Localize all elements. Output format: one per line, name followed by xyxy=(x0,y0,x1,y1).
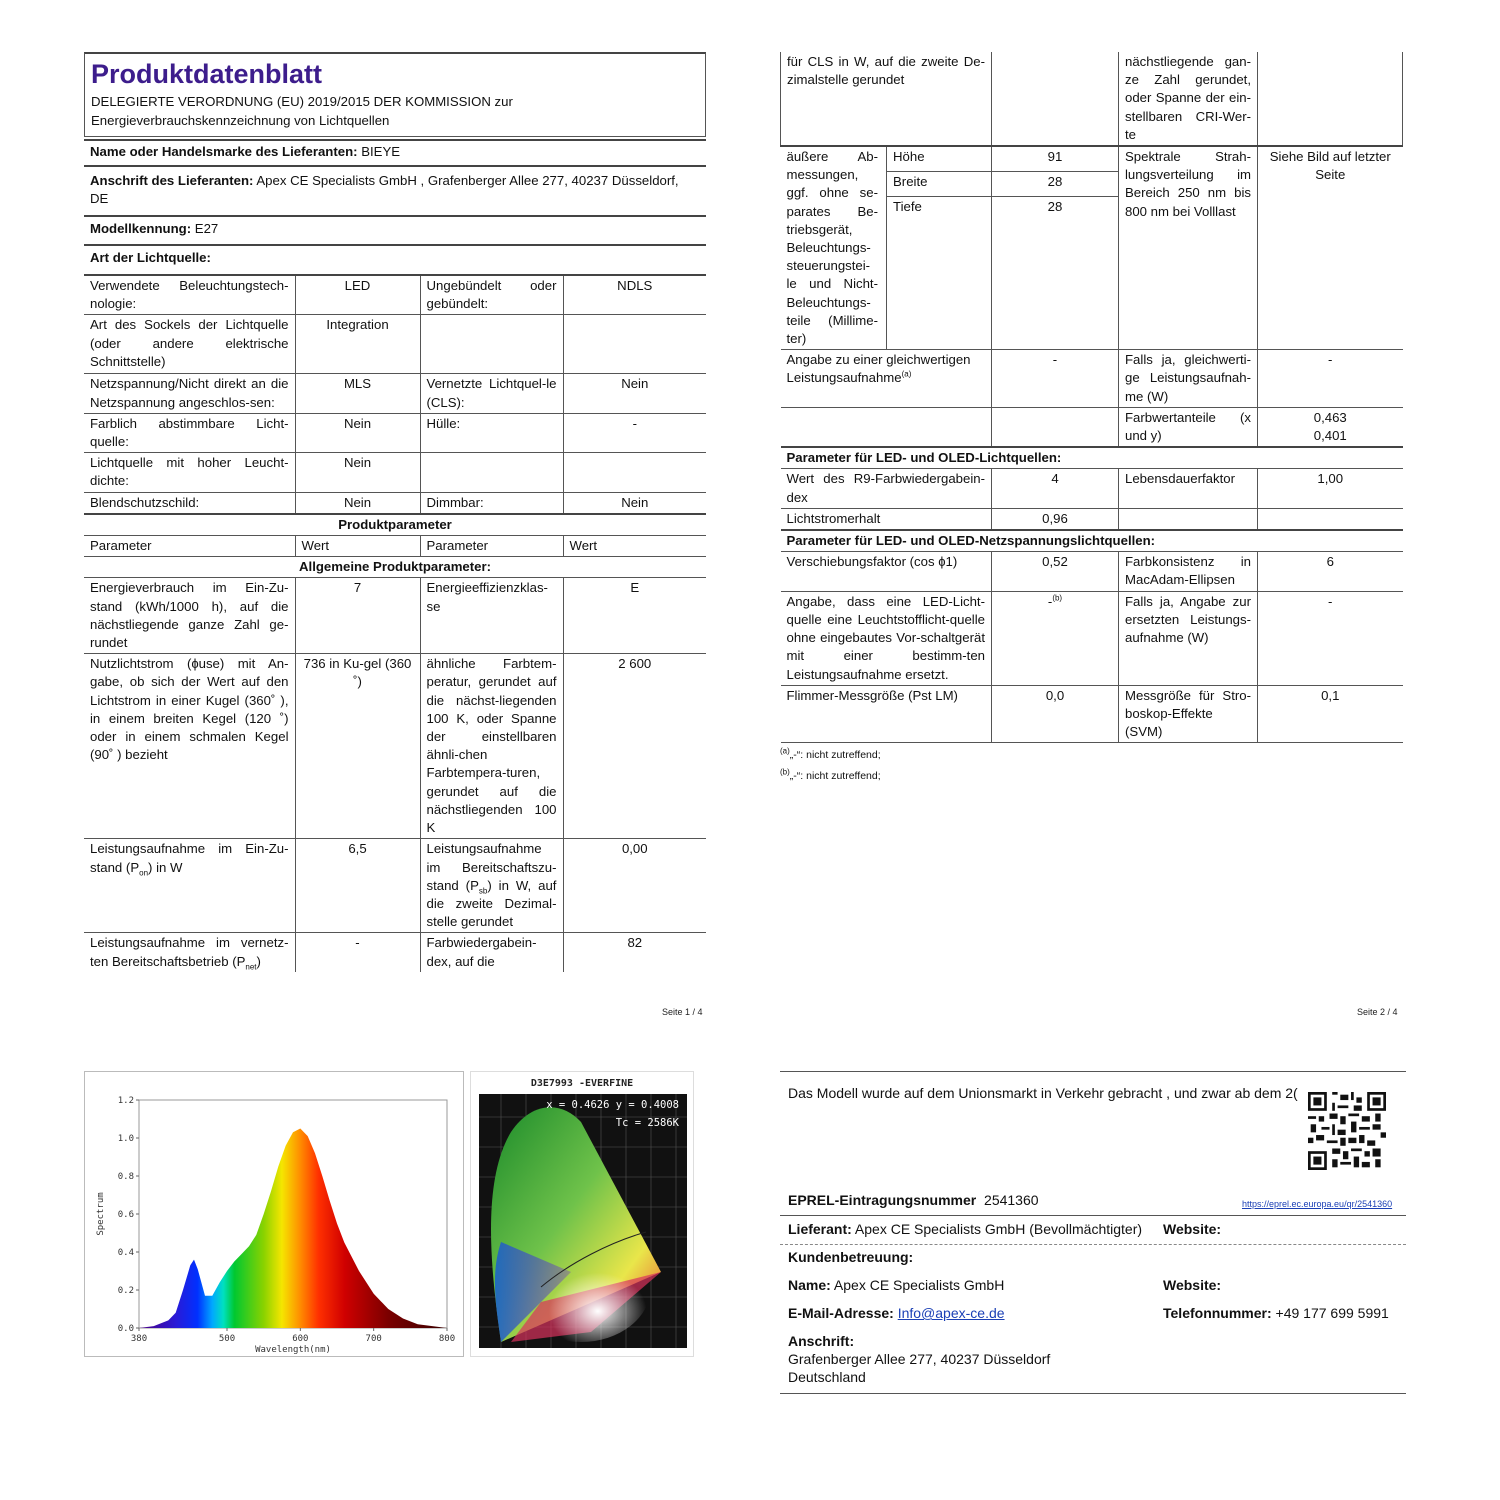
spectrum-chart-svg xyxy=(85,1072,463,1356)
stroboscopic-value: 0,1 xyxy=(1258,685,1403,743)
flicker-value: 0,0 xyxy=(992,685,1119,743)
empty-cell xyxy=(992,52,1119,146)
lumen-maintenance-label: Lichtstromerhalt xyxy=(781,508,992,530)
stroboscopic-label: Messgröße für Stro-boskop-Effekte (SVM) xyxy=(1119,685,1258,743)
spectral-value: Siehe Bild auf letzter Seite xyxy=(1258,146,1403,350)
y-tick-label: 1.2 xyxy=(117,1096,134,1106)
dimension-height-value: 91 xyxy=(992,146,1119,172)
address-line-1: Grafenberger Allee 277, 40237 Düsseldorf xyxy=(788,1351,1051,1367)
equiv-power-label: Angabe zu einer gleichwertigen Leistungsaufnahme$^{(a)}$ xyxy=(781,350,992,408)
mains-led-params-heading: Parameter für LED- und OLED-Netzspannungslichtquellen: xyxy=(781,530,1403,552)
table-row xyxy=(781,591,1403,685)
customer-service-label: Kundenbetreuung: xyxy=(788,1249,914,1265)
displacement-factor-value: 0,52 xyxy=(992,552,1119,591)
displacement-factor-label: Verschiebungsfaktor (cos ɸ1) xyxy=(781,552,992,591)
envelope-label: Hülle: xyxy=(420,413,563,452)
regulation-line-2: Energieverbrauchskennzeichnung von Lichtquellen xyxy=(91,113,390,128)
x-tick-label: 600 xyxy=(292,1334,309,1344)
equiv-power-right-label: Falls ja, gleichwerti-ge Leistungsaufnah-me (W) xyxy=(1119,350,1258,408)
tunable-value: Nein xyxy=(295,413,420,452)
regulation-line-1: DELEGIERTE VERORDNUNG (EU) 2019/2015 DER KOMMISSION zur xyxy=(91,94,513,109)
address-value: Apex CE Specialists GmbH , Grafenberger Allee 277, 40237 Düsseldorf, DE xyxy=(90,173,679,207)
model-label: Modellkennung: xyxy=(90,220,192,236)
supplier-value: BIEYE xyxy=(361,144,401,159)
col-header-value: Wert xyxy=(563,536,706,557)
spectral-label: Spektrale Strah-lungsverteilung im Bereich 250 nm bis 800 nm bei Volllast xyxy=(1119,146,1258,350)
table-row xyxy=(84,374,706,413)
empty-cell xyxy=(1258,508,1403,530)
cri-label: Farbwiedergabein-dex, auf die xyxy=(420,933,563,972)
supplier-row xyxy=(788,1220,1142,1239)
supplier-label: Lieferant: xyxy=(788,1221,852,1237)
luminance-value: Nein xyxy=(295,453,420,492)
led-params-heading: Parameter für LED- und OLED-Lichtquellen: xyxy=(781,447,1403,469)
col-header-value: Wert xyxy=(295,536,420,557)
cie-diagram xyxy=(470,1071,694,1357)
y-tick-label: 1.0 xyxy=(117,1134,134,1144)
energy-consumption-value: 7 xyxy=(295,578,420,654)
luminous-flux-value: 736 in Ku-gel (360 ˚) xyxy=(295,654,420,839)
empty-cell xyxy=(1119,508,1258,530)
bundling-value: NDLS xyxy=(563,275,706,315)
energy-class-value: E xyxy=(563,578,706,654)
cie-header: D3E7993 -EVERFINE xyxy=(530,1078,634,1089)
empty-cell xyxy=(420,453,563,492)
table-row xyxy=(84,654,706,839)
x-tick-label: 700 xyxy=(365,1334,382,1344)
standby-power-label: Leistungsaufnahme im Bereitschaftszu-stand $(P_{sb})$ in W, auf die zweite Dezimal-stelle gerundet xyxy=(420,839,563,933)
empty-cell xyxy=(563,453,706,492)
contact-name-row xyxy=(788,1276,1004,1295)
luminous-flux-label: Nutzlichtstrom (ɸuse) mit An-gabe, ob sich der Wert auf den Lichtstrom in einer Kugel (360˚ ), in einem breiten Kegel (120 ˚) oder in einem schmalen Kegel (90˚ ) bezieht xyxy=(84,654,295,839)
address-label: Anschrift: xyxy=(788,1333,855,1349)
table-row xyxy=(781,469,1403,508)
replacement-power-label: Falls ja, Angabe zur ersetzten Leistungs-aufnahme (W) xyxy=(1119,591,1258,685)
table-row xyxy=(84,933,706,972)
market-date-text: Das Modell wurde auf dem Unionsmarkt in Verkehr gebracht , und zwar ab dem 2( xyxy=(788,1085,1298,1101)
supplier-table xyxy=(84,139,706,972)
datasheet-page-1 xyxy=(84,52,706,972)
x-axis-label: Wavelength(nm) xyxy=(255,1345,331,1355)
qr-code-svg xyxy=(1308,1092,1386,1170)
mains-value: MLS xyxy=(295,374,420,413)
cri-continued: nächstliegende gan-ze Zahl gerundet, oder Spanne der ein-stellbaren CRI-Wer-te xyxy=(1119,52,1258,146)
energy-class-label: Energieeffizienzklas-se xyxy=(420,578,563,654)
cie-cct: Tc = 2586K xyxy=(615,1117,679,1129)
x-tick-label: 800 xyxy=(438,1334,456,1344)
empty-cell xyxy=(420,315,563,374)
website-label: Website: xyxy=(1163,1221,1222,1237)
table-row xyxy=(781,508,1403,530)
table-row xyxy=(84,839,706,933)
col-header-parameter: Parameter xyxy=(420,536,563,557)
cie-white-point xyxy=(511,1232,651,1342)
cie-diagram-svg xyxy=(471,1072,693,1356)
y-tick-label: 0.6 xyxy=(117,1210,134,1220)
networked-standby-value: - xyxy=(295,933,420,972)
equiv-power-right-value: - xyxy=(1258,350,1403,408)
spectrum-chart xyxy=(84,1071,464,1357)
eprel-link[interactable]: https://eprel.ec.europa.eu/qr/2541360 xyxy=(1242,1199,1393,1209)
table-row xyxy=(781,685,1403,743)
dimension-width-label: Breite xyxy=(887,172,992,197)
mains-label: Netzspannung/Nicht direkt an die Netzspannung angeschlos-sen: xyxy=(84,374,295,413)
lifetime-factor-label: Lebensdauerfaktor xyxy=(1119,469,1258,508)
phone-value: +49 177 699 5991 xyxy=(1275,1305,1389,1321)
page-number-1: Seite 1 / 4 xyxy=(662,1007,703,1017)
dimension-depth-label: Tiefe xyxy=(887,197,992,350)
empty-cell xyxy=(563,315,706,374)
table-row xyxy=(781,407,1403,447)
antiglare-value: Nein xyxy=(295,492,420,514)
table-row xyxy=(781,52,1403,146)
model-row xyxy=(84,216,706,245)
dimension-depth-value: 28 xyxy=(992,197,1119,350)
address-label: Anschrift des Lieferanten: xyxy=(90,173,254,189)
eprel-label: EPREL-Eintragungsnummer xyxy=(788,1192,977,1208)
phone-row xyxy=(1163,1304,1389,1323)
y-tick-label: 0.8 xyxy=(117,1172,134,1182)
footnote-b: $^{(b)}$„-“: nicht zutreffend; xyxy=(780,767,881,783)
socket-label: Art des Sockels der Lichtquelle (oder andere elektrische Schnittstelle) xyxy=(84,315,295,374)
luminance-label: Lichtquelle mit hoher Leucht-dichte: xyxy=(84,453,295,492)
cls-value: Nein xyxy=(563,374,706,413)
x-tick-label: 380 xyxy=(130,1334,148,1344)
table-row xyxy=(781,350,1403,408)
replacement-power-value: - xyxy=(1258,591,1403,685)
standby-power-value: 0,00 xyxy=(563,839,706,933)
antiglare-label: Blendschutzschild: xyxy=(84,492,295,514)
page-number-2: Seite 2 / 4 xyxy=(1357,1007,1398,1017)
replacement-claim-label: Angabe, dass eine LED-Licht-quelle eine Leuchtstofflicht-quelle ohne eingebautes Vor-schaltgerät mit einer bestimm-ten Leistungsaufnahme ersetzt. xyxy=(781,591,992,685)
table-row xyxy=(84,315,706,374)
phone-label: Telefonnummer: xyxy=(1163,1305,1272,1321)
supplier-value: Apex CE Specialists GmbH (Bevollmächtigter) xyxy=(854,1221,1143,1237)
cct-value: 2 600 xyxy=(563,654,706,839)
lumen-maintenance-value: 0,96 xyxy=(992,508,1119,530)
website-label-2: Website: xyxy=(1163,1277,1222,1293)
tunable-label: Farblich abstimmbare Licht-quelle: xyxy=(84,413,295,452)
address-line-2: Deutschland xyxy=(788,1369,866,1385)
footnote-a: $^{(a)}$„-“: nicht zutreffend; xyxy=(780,746,881,762)
column-header-row xyxy=(84,536,706,557)
datasheet-page-4 xyxy=(780,1071,1408,1394)
table-row xyxy=(84,453,706,492)
socket-value: Integration xyxy=(295,315,420,374)
params-table-2 xyxy=(780,52,1403,743)
cls-label: Vernetzte Lichtquel-le (CLS): xyxy=(420,374,563,413)
table-row xyxy=(84,578,706,654)
supplier-row xyxy=(84,140,706,166)
on-power-value: 6,5 xyxy=(295,839,420,933)
page-title: Produktdatenblatt xyxy=(91,59,323,89)
replacement-claim-value: -$^{(b)}$ xyxy=(992,591,1119,685)
email-label: E-Mail-Adresse: xyxy=(788,1305,894,1321)
r9-label: Wert des R9-Farbwiedergabein-dex xyxy=(781,469,992,508)
empty-cell xyxy=(781,407,992,447)
lightsource-type-label: Art der Lichtquelle: xyxy=(84,245,706,275)
col-header-parameter: Parameter xyxy=(84,536,295,557)
email-link[interactable]: Info@apex-ce.de xyxy=(897,1305,1005,1321)
spectrum-figure xyxy=(84,1071,694,1357)
table-row xyxy=(781,146,1403,172)
empty-cell xyxy=(992,407,1119,447)
on-power-label: Leistungsaufnahme im Ein-Zu-stand $(P_{on})$ in W xyxy=(84,839,295,933)
footnotes xyxy=(780,745,1402,787)
y-tick-label: 0.4 xyxy=(117,1248,134,1258)
color-consistency-value: 6 xyxy=(1258,552,1403,591)
equiv-power-value: - xyxy=(992,350,1119,408)
dimensions-label: äußere Ab-messungen, ggf. ohne se-parates Be-triebsgerät, Beleuchtungs-steuerungstei-le und Nicht-Beleuchtungs-teile (Millime-ter) xyxy=(781,146,887,350)
color-consistency-label: Farbkonsistenz in MacAdam-Ellipsen xyxy=(1119,552,1258,591)
spectrum-area xyxy=(139,1129,447,1329)
y-axis-label: Spectrum xyxy=(96,1192,106,1236)
y-tick-label: 0.0 xyxy=(117,1324,134,1334)
energy-consumption-label: Energieverbrauch im Ein-Zu-stand (kWh/1000 h), auf die nächstliegende ganze Zahl ge-rundet xyxy=(84,578,295,654)
envelope-value: - xyxy=(563,413,706,452)
flicker-label: Flimmer-Messgröße (Pst LM) xyxy=(781,685,992,743)
model-value: E27 xyxy=(194,220,219,236)
header-block xyxy=(84,52,706,137)
cls-standby-continued: für CLS in W, auf die zweite De-zimalstelle gerundet xyxy=(781,52,992,146)
y-tick-label: 0.2 xyxy=(117,1286,134,1296)
chromaticity-label: Farbwertanteile (x und y) xyxy=(1119,407,1258,447)
r9-value: 4 xyxy=(992,469,1119,508)
email-row xyxy=(788,1304,1005,1323)
eprel-value: 2541360 xyxy=(984,1192,1039,1208)
general-params-heading: Allgemeine Produktparameter: xyxy=(84,557,706,578)
lifetime-factor-value: 1,00 xyxy=(1258,469,1403,508)
product-params-heading: Produktparameter xyxy=(84,514,706,536)
dimmable-label: Dimmbar: xyxy=(420,492,563,514)
dimmable-value: Nein xyxy=(563,492,706,514)
networked-standby-label: Leistungsaufnahme im vernetz-ten Bereitschaftsbetrieb $(P_{net})$ xyxy=(84,933,295,972)
table-row xyxy=(781,552,1403,591)
x-tick-label: 500 xyxy=(218,1334,236,1344)
empty-cell xyxy=(1258,52,1403,146)
contact-name-value: Apex CE Specialists GmbH xyxy=(833,1277,1005,1293)
contact-name-label: Name: xyxy=(788,1277,831,1293)
dimension-width-value: 28 xyxy=(992,172,1119,197)
supplier-label: Name oder Handelsmarke des Lieferanten: xyxy=(90,144,358,159)
address-row xyxy=(84,166,706,215)
dimension-height-label: Höhe xyxy=(887,146,992,172)
eprel-row xyxy=(788,1191,1039,1210)
cct-label: ähnliche Farbtem-peratur, gerundet auf die nächst-liegenden 100 K, oder Spanne der einstellbaren ähnli-chen Farbtempera-turen, gerundet auf die nächstliegenden 100 K xyxy=(420,654,563,839)
bundling-label: Ungebündelt oder gebündelt: xyxy=(420,275,563,315)
datasheet-page-2 xyxy=(780,52,1402,787)
table-row xyxy=(84,492,706,514)
cri-value: 82 xyxy=(563,933,706,972)
chromaticity-value: 0,463 0,401 xyxy=(1258,407,1403,447)
tech-label: Verwendete Beleuchtungstech-nologie: xyxy=(84,275,295,315)
registration-block xyxy=(780,1071,1406,1394)
qr-code-icon[interactable] xyxy=(1308,1092,1386,1170)
tech-value: LED xyxy=(295,275,420,315)
table-row xyxy=(84,413,706,452)
cie-coordinates: x = 0.4626 y = 0.4008 xyxy=(546,1099,679,1111)
table-row xyxy=(84,275,706,315)
